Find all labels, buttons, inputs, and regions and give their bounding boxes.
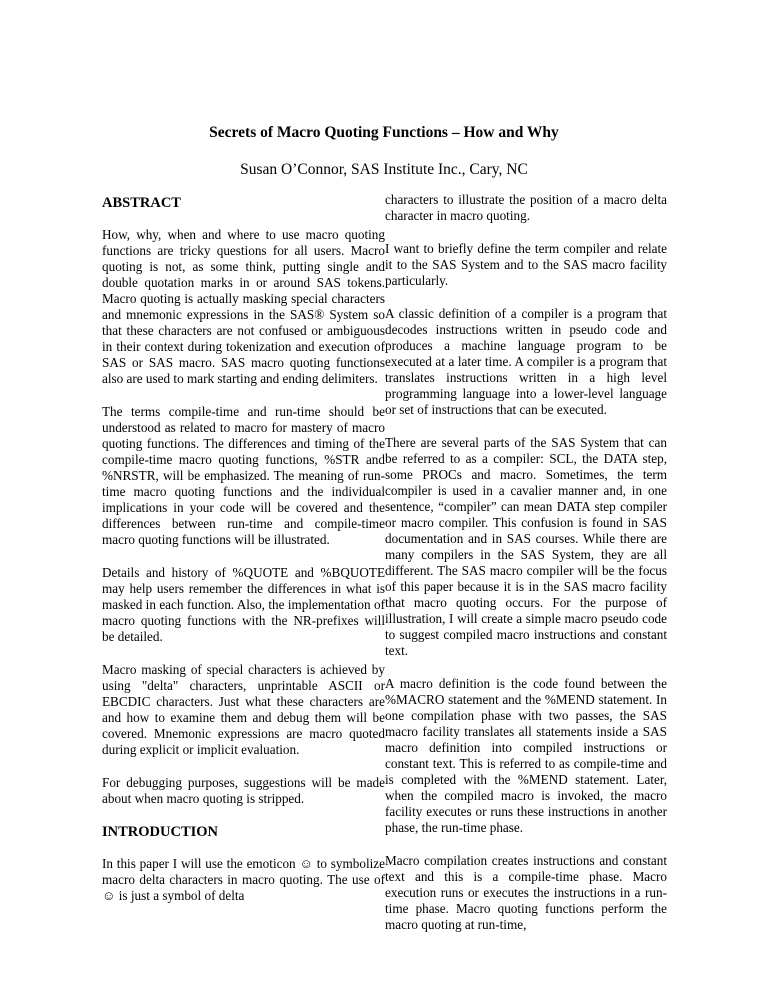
abstract-heading: ABSTRACT [102, 195, 181, 211]
introduction-paragraph-1: In this paper I will use the emoticon ☺ to symbolize macro delta characters in macro quoting. The use of ☺ is just a symbol of delta [102, 856, 385, 903]
paper-title: Secrets of Macro Quoting Functions – How and Why [209, 124, 559, 141]
abstract-paragraph-3: Details and history of %QUOTE and %BQUOTE may help users remember the differences in what is masked in each function. Also, the implementation of macro quoting functions with the NR-prefixes will be detailed. [102, 565, 385, 644]
right-paragraph-5: A macro definition is the code found between the %MACRO statement and the %MEND statement. In one compilation phase with two passes, the SAS macro facility translates all statements inside a SAS macro definition into compiled instructions or constant text. This is referred to as compile-time and is completed with the %MEND statement. Later, when the compiled macro is invoked, the macro facility executes or runs these instructions in another phase, the run-time phase. [385, 676, 667, 835]
abstract-paragraph-2: The terms compile-time and run-time should be understood as related to macro for mastery of macro quoting functions. The differences and timing of the compile-time macro quoting functions, %STR and %NRSTR, will be emphasized. The meaning of run-time macro quoting functions and the individual implications in your code will be covered and the differences between run-time and compile-time macro quoting functions will be illustrated. [102, 404, 385, 547]
abstract-paragraph-4: Macro masking of special characters is achieved by using "delta" characters, unprintable ASCII or EBCDIC characters. Just what these characters are and how to examine them and debug them will be covered. Mnemonic expressions are macro quoted during explicit or implicit evaluation. [102, 662, 385, 757]
right-paragraph-6: Macro compilation creates instructions and constant text and this is a compile-time phase. Macro execution runs or executes the instructions in a run-time phase. Macro quoting functions perform the macro quoting at run-time, [385, 853, 667, 932]
abstract-paragraph-5: For debugging purposes, suggestions will be made about when macro quoting is stripped. [102, 775, 385, 806]
left-column [102, 192, 385, 921]
right-paragraph-1: characters to illustrate the position of a macro delta character in macro quoting. [385, 192, 667, 223]
right-column [385, 192, 667, 950]
right-paragraph-2: I want to briefly define the term compiler and relate it to the SAS System and to the SAS macro facility particularly. [385, 241, 667, 288]
right-paragraph-4: There are several parts of the SAS System that can be referred to as a compiler: SCL, the DATA step, some PROCs and macro. Sometimes, the term compiler is used in a cavalier manner and, in one sentence, “compiler” can mean DATA step compiler or macro compiler. This confusion is found in SAS documentation and in SAS courses. While there are many compilers in the SAS System, they are all different. The SAS macro compiler will be the focus of this paper because it is in the SAS macro facility that macro quoting occurs. For the purpose of illustration, I will create a simple macro pseudo code to suggest compiled macro instructions and constant text. [385, 435, 667, 658]
abstract-paragraph-1: How, why, when and where to use macro quoting functions are tricky questions for all users. Macro quoting is not, as some think, putting single and double quotation marks in or around SAS tokens. Macro quoting is actually masking special characters and mnemonic expressions in the SAS® System so that these characters are not confused or ambiguous in their context during tokenization and execution of SAS or SAS macro. SAS macro quoting functions also are used to mark starting and ending delimiters. [102, 227, 385, 386]
introduction-heading: INTRODUCTION [102, 824, 219, 840]
author-line: Susan O’Connor, SAS Institute Inc., Cary, NC [240, 161, 528, 178]
right-paragraph-3: A classic definition of a compiler is a program that decodes instructions written in pseudo code and produces a machine language program to be executed at a later time. A compiler is a program that translates instructions written in a high level programming language into a lower-level language or set of instructions that can be executed. [385, 306, 667, 417]
